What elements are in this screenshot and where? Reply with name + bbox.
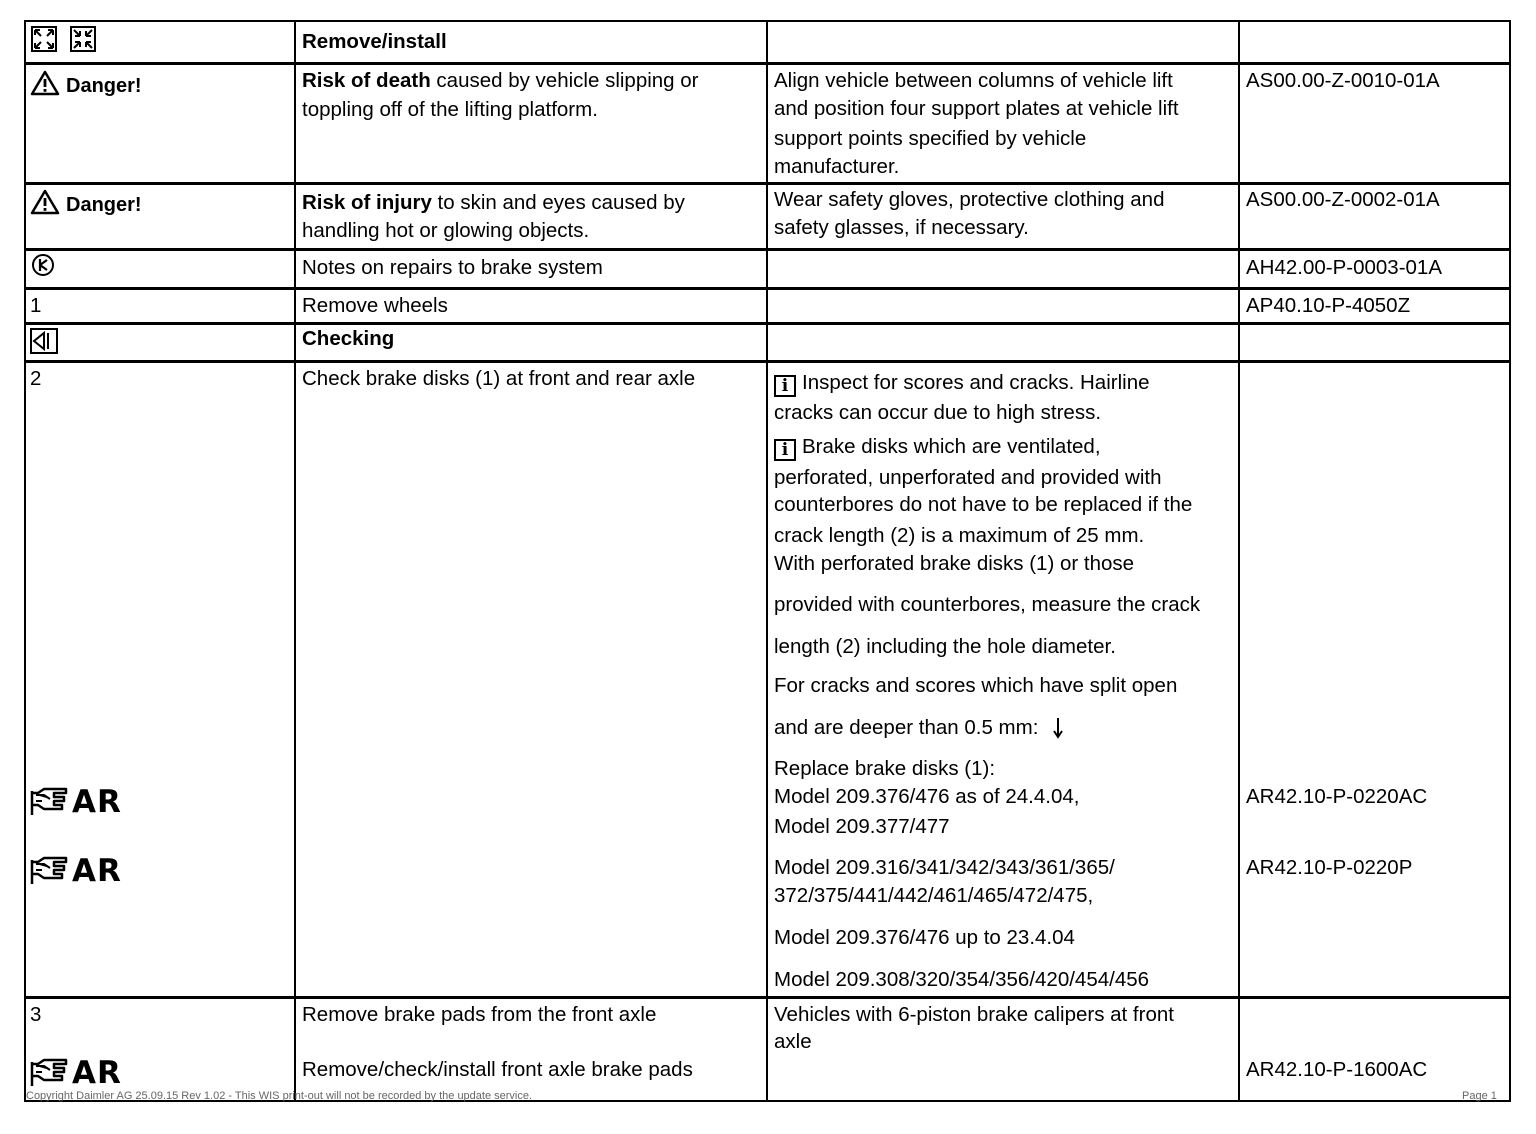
note-line: counterbores do not have to be replaced if the — [774, 493, 1193, 516]
note-line: Align vehicle between columns of vehicle lift — [774, 69, 1173, 92]
table-row — [26, 363, 1509, 999]
note-line: manufacturer. — [774, 155, 900, 178]
checking-icon — [30, 328, 58, 354]
cell-reference — [1240, 290, 1509, 322]
note-line: axle — [774, 1030, 812, 1053]
note-line: For cracks and scores which have split open — [774, 674, 1178, 697]
note-line: Model 209.376/476 as of 24.4.04, — [774, 785, 1080, 808]
description-line: Remove wheels — [302, 294, 448, 317]
note-line: Inspect for scores and cracks. Hairline — [802, 371, 1150, 394]
info-note — [774, 369, 1150, 397]
description-line: Notes on repairs to brake system — [302, 256, 603, 279]
cell-reference — [1240, 185, 1509, 248]
cell-description — [296, 999, 768, 1102]
cell-description — [296, 65, 768, 182]
cell-notes — [768, 999, 1240, 1102]
cell-notes — [768, 185, 1240, 248]
ar-reference-marker[interactable] — [30, 853, 122, 889]
cell-step — [26, 290, 296, 322]
note-line: 372/375/441/442/461/465/472/475, — [774, 884, 1094, 907]
table-row — [26, 251, 1509, 290]
pointing-hand-icon — [30, 787, 70, 817]
warning-icon — [30, 189, 60, 215]
risk-heading: Risk of death — [302, 69, 431, 92]
document-reference[interactable]: AH42.00-P-0003-01A — [1246, 256, 1443, 279]
collapse-icon — [70, 26, 96, 52]
description-line — [302, 189, 685, 217]
description-line: Check brake disks (1) at front and rear axle — [302, 367, 696, 390]
cell-title — [296, 22, 768, 62]
ar-label: AR — [72, 1055, 122, 1091]
danger-label: Danger! — [66, 75, 142, 97]
document-reference[interactable]: AS00.00-Z-0002-01A — [1246, 188, 1440, 211]
step-number: 3 — [30, 1003, 42, 1026]
cell-empty — [768, 325, 1240, 360]
table-row — [26, 325, 1509, 363]
note-line: and are deeper than 0.5 mm: — [774, 716, 1039, 739]
note-line: safety glasses, if necessary. — [774, 216, 1029, 239]
cell-description — [296, 251, 768, 287]
risk-text: caused by vehicle slipping or — [430, 69, 699, 92]
cell-description — [296, 363, 768, 996]
note-line: support points specified by vehicle — [774, 127, 1087, 150]
note-line-with-arrow — [774, 714, 1064, 742]
ar-label: AR — [72, 853, 122, 889]
cell-notes — [768, 65, 1240, 182]
warning-icon — [30, 70, 60, 96]
note-line: crack length (2) is a maximum of 25 mm. — [774, 524, 1145, 547]
note-line: With perforated brake disks (1) or those — [774, 552, 1135, 575]
pointing-hand-icon — [30, 1058, 70, 1088]
cell-empty — [768, 22, 1240, 62]
cell-reference — [1240, 251, 1509, 287]
note-line: Model 209.316/341/342/343/361/365/ — [774, 856, 1115, 879]
risk-heading: Risk of injury — [302, 191, 432, 214]
info-note — [774, 433, 1101, 461]
pointing-hand-icon — [30, 856, 70, 886]
cell-empty — [1240, 22, 1509, 62]
cell-reference — [1240, 999, 1509, 1102]
cell-step — [26, 999, 296, 1102]
note-line: and position four support plates at vehicle lift — [774, 97, 1179, 120]
copyright-footer: Copyright Daimler AG 25.09.15 Rev 1.02 - This WIS print-out will not be recorded by the update service. — [26, 1090, 533, 1102]
note-line: Model 209.377/477 — [774, 815, 950, 838]
note-line: Replace brake disks (1): — [774, 757, 996, 780]
ar-reference-marker[interactable] — [30, 784, 122, 820]
cell-notes — [768, 363, 1240, 996]
document-reference[interactable]: AP40.10-P-4050Z — [1246, 294, 1411, 317]
description-line: toppling off of the lifting platform. — [302, 98, 598, 121]
cell-icon — [26, 251, 296, 287]
ar-reference-marker[interactable] — [30, 1055, 122, 1091]
cell-reference — [1240, 65, 1509, 182]
danger-label: Danger! — [66, 194, 142, 216]
table-row — [26, 290, 1509, 325]
info-icon: i — [774, 439, 796, 461]
info-icon: i — [774, 375, 796, 397]
note-line: Brake disks which are ventilated, — [802, 435, 1101, 458]
note-line: Model 209.308/320/354/356/420/454/456 — [774, 968, 1150, 991]
table-row — [26, 22, 1509, 65]
description-line: Remove brake pads from the front axle — [302, 1003, 657, 1026]
notes-icon — [31, 253, 55, 277]
cell-description — [296, 185, 768, 248]
cell-empty — [768, 251, 1240, 287]
note-line: cracks can occur due to high stress. — [774, 401, 1102, 424]
note-line: perforated, unperforated and provided with — [774, 466, 1162, 489]
note-line: provided with counterbores, measure the crack — [774, 593, 1201, 616]
note-line: Vehicles with 6-piston brake calipers at front — [774, 1003, 1174, 1026]
cell-title — [296, 325, 768, 360]
section-title: Checking — [302, 327, 395, 350]
description-line: Remove/check/install front axle brake pads — [302, 1058, 693, 1081]
note-line: Wear safety gloves, protective clothing and — [774, 188, 1165, 211]
cell-empty — [1240, 325, 1509, 360]
document-reference[interactable]: AR42.10-P-0220P — [1246, 856, 1413, 879]
cell-reference — [1240, 363, 1509, 996]
cell-icon — [26, 325, 296, 360]
note-line: length (2) including the hole diameter. — [774, 635, 1116, 658]
document-reference[interactable]: AR42.10-P-0220AC — [1246, 785, 1428, 808]
ar-label: AR — [72, 784, 122, 820]
description-line: handling hot or glowing objects. — [302, 219, 590, 242]
page-number: Page 1 — [1462, 1090, 1497, 1102]
cell-icons — [26, 22, 296, 62]
cell-description — [296, 290, 768, 322]
step-number: 2 — [30, 367, 42, 390]
step-number: 1 — [30, 294, 42, 317]
section-title: Remove/install — [302, 30, 447, 53]
table-row — [26, 185, 1509, 251]
description-line — [302, 67, 699, 95]
cell-step — [26, 363, 296, 996]
risk-text: to skin and eyes caused by — [431, 191, 685, 214]
arrow-down-icon — [1052, 716, 1064, 740]
table-row — [26, 65, 1509, 185]
document-reference[interactable]: AS00.00-Z-0010-01A — [1246, 69, 1440, 92]
document-reference[interactable]: AR42.10-P-1600AC — [1246, 1058, 1428, 1081]
cell-empty — [768, 290, 1240, 322]
note-line: Model 209.376/476 up to 23.4.04 — [774, 926, 1075, 949]
expand-icon — [31, 26, 57, 52]
procedure-table — [24, 20, 1511, 1102]
table-row — [26, 999, 1509, 1102]
cell-danger — [26, 185, 296, 248]
cell-danger — [26, 65, 296, 182]
